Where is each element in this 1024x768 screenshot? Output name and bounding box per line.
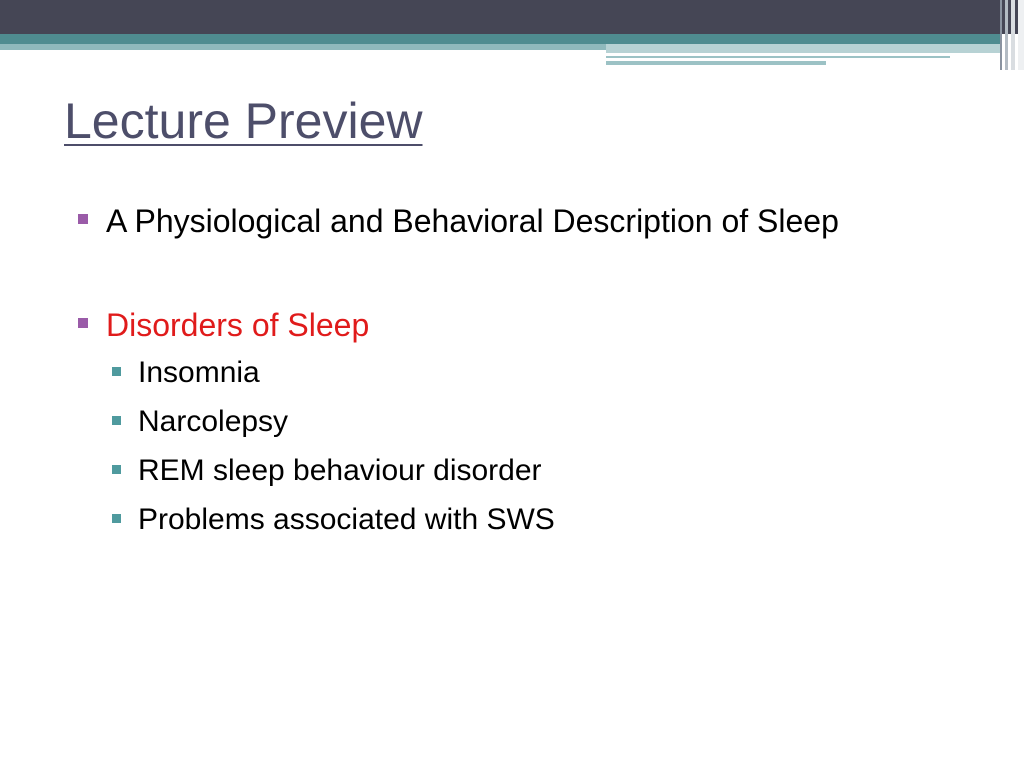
spacer <box>76 244 976 302</box>
bullet-item-highlight <box>76 302 976 348</box>
header-accent-line <box>606 56 950 58</box>
header-accent-line-short <box>606 61 826 65</box>
square-sub-bullet-icon <box>112 367 121 376</box>
sub-bullet-text: Narcolepsy <box>138 405 289 438</box>
square-sub-bullet-icon <box>112 514 121 523</box>
slide-content <box>76 198 976 544</box>
bullet-item <box>76 198 976 244</box>
square-bullet-icon <box>78 214 88 224</box>
sub-bullet-item <box>76 446 976 495</box>
sub-bullet-text: Insomnia <box>138 356 260 389</box>
square-sub-bullet-icon <box>112 465 121 474</box>
bullet-text: A Physiological and Behavioral Description of Sleep <box>106 203 839 239</box>
edge-stripe <box>1005 0 1008 70</box>
edge-stripes <box>994 0 1024 70</box>
slide-title: Lecture Preview <box>64 93 423 149</box>
edge-stripe <box>1011 0 1015 70</box>
header-bar-dark <box>0 0 1024 34</box>
bullet-text: Disorders of Sleep <box>106 307 370 343</box>
square-sub-bullet-icon <box>112 416 121 425</box>
header-bar-teal-light <box>0 44 610 50</box>
header-bar-teal <box>0 34 1000 44</box>
sub-bullet-text: Problems associated with SWS <box>138 503 555 536</box>
sub-bullet-text: REM sleep behaviour disorder <box>138 454 542 487</box>
edge-stripe <box>1018 0 1024 70</box>
sub-bullet-item <box>76 348 976 397</box>
sub-bullet-item <box>76 495 976 544</box>
header-accent-bar <box>606 44 1000 53</box>
edge-stripe <box>1000 0 1002 70</box>
square-bullet-icon <box>78 318 88 328</box>
sub-bullet-item <box>76 397 976 446</box>
